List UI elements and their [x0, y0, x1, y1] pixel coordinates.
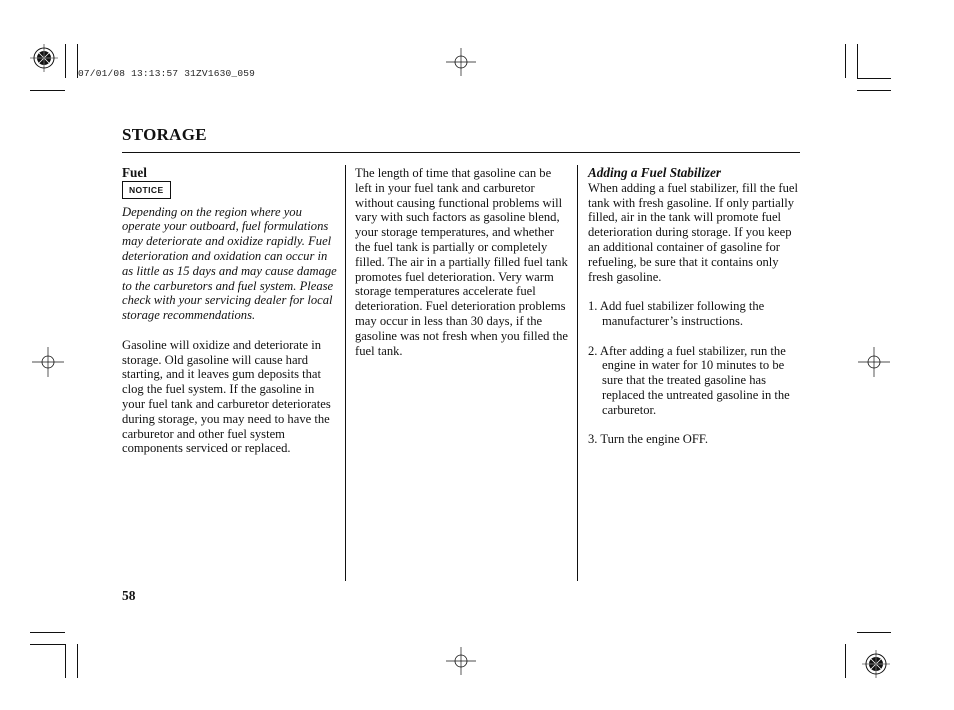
registration-mark-top-left [30, 44, 60, 74]
crosshair-mark-left [32, 347, 64, 377]
column-1 [122, 166, 338, 456]
column-divider [345, 165, 346, 581]
section-title: STORAGE [122, 125, 207, 144]
list-item: 3. Turn the engine OFF. [588, 432, 709, 447]
crosshair-mark-top [446, 48, 476, 76]
crop-line [77, 644, 78, 678]
crop-line [845, 644, 846, 678]
crop-line [857, 78, 891, 79]
column-3 [588, 166, 802, 447]
stabilizer-steps [588, 299, 802, 447]
list-item: 2. After adding a fuel stabilizer, run the engine in water for 10 minutes to be sure that the treated gasoline has replaced the untreated gasoline in the carburetor. [588, 343, 790, 417]
fuel-heading: Fuel [122, 165, 147, 180]
registration-mark-bottom-right [862, 650, 892, 680]
crop-line [65, 44, 66, 78]
crop-line [30, 90, 65, 91]
list-item: 1. Add fuel stabilizer following the manufacturer’s instructions. [588, 299, 765, 328]
page-number: 58 [122, 588, 136, 603]
crop-line [65, 644, 66, 678]
crop-line [845, 44, 846, 78]
crop-line [30, 632, 65, 633]
notice-text: Depending on the region where you operate your outboard, fuel formulations may deteriorate and oxidize rapidly. Fuel deterioration and oxidation can occur in as little as 15 days and may cause damage to the carburetors and fuel system. Please check with your servicing dealer for local storage recommendations. [122, 204, 337, 323]
crop-line [857, 632, 891, 633]
crop-line [30, 644, 65, 645]
notice-badge: NOTICE [122, 181, 171, 199]
print-slug: 07/01/08 13:13:57 31ZV1630_059 [78, 68, 256, 79]
stabilizer-intro: When adding a fuel stabilizer, fill the fuel tank with fresh gasoline. If only partially filled, air in the tank will promote fuel deterioration during storage. If you keep an additional container of gasoline for refueling, be sure that it contains only fresh gasoline. [588, 180, 799, 284]
title-rule [122, 152, 800, 153]
fuel-body-text: Gasoline will oxidize and deteriorate in storage. Old gasoline will cause hard starting, and it leaves gum deposits that clog the fuel system. If the gasoline in your fuel tank and carburetor deteriorates during storage, you may need to have the carburetor and other fuel system components serviced or replaced. [122, 337, 331, 456]
crop-line [857, 44, 858, 78]
stabilizer-heading: Adding a Fuel Stabilizer [588, 165, 722, 180]
crosshair-mark-bottom [446, 647, 476, 675]
crosshair-mark-right [858, 347, 890, 377]
storage-duration-text: The length of time that gasoline can be left in your fuel tank and carburetor without causing functional problems will vary with such factors as gasoline blend, your storage temperatures, and whether the fuel tank is partially or completely filled. The air in a partially filled fuel tank promotes fuel deterioration. Very warm storage temperatures accelerate fuel deterioration. Fuel deterioration problems may occur in less than 30 days, if the gasoline was not fresh when you filled the fuel tank. [355, 166, 568, 358]
column-divider [577, 165, 578, 581]
crop-line [857, 90, 891, 91]
column-2 [355, 166, 570, 358]
